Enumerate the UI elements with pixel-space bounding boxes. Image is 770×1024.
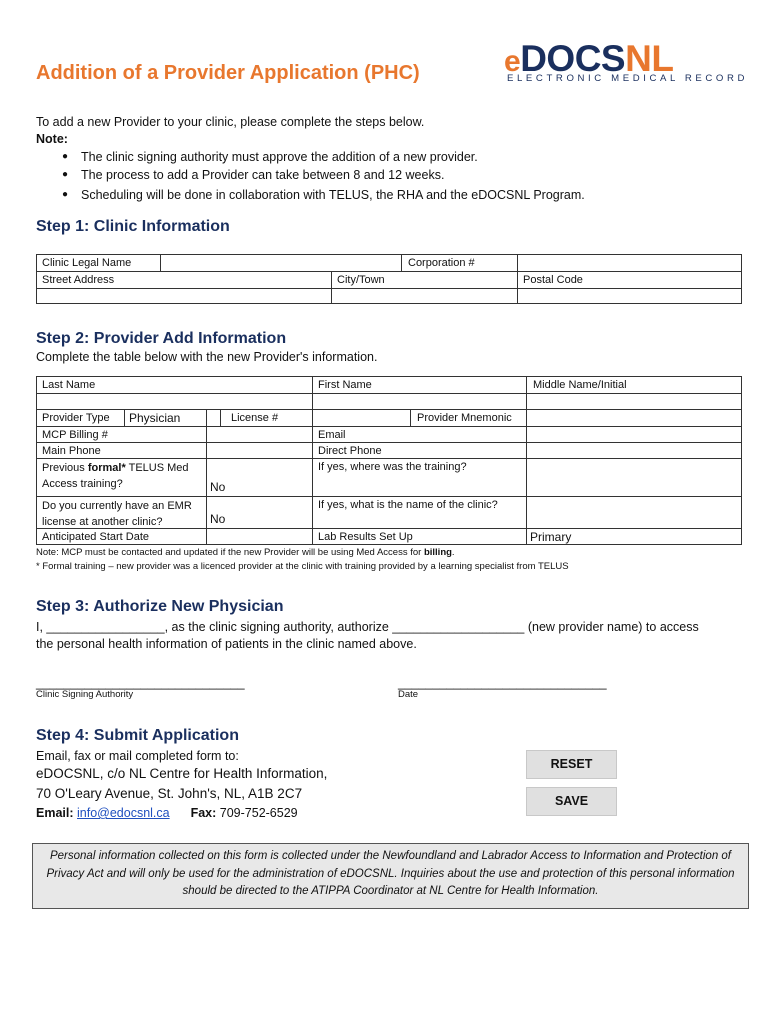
training-where-label: If yes, where was the training? <box>312 458 527 497</box>
middle-name-label: Middle Name/Initial <box>526 376 742 394</box>
note-label: Note: <box>36 132 68 146</box>
provider-mnemonic-input[interactable] <box>526 409 742 427</box>
lab-results-label: Lab Results Set Up <box>312 528 527 545</box>
contact-line <box>36 805 298 822</box>
logo-subtitle: ELECTRONIC MEDICAL RECORD <box>507 73 749 84</box>
provider-mnemonic-label: Provider Mnemonic <box>410 409 527 427</box>
date-line[interactable]: ______________________________ <box>398 676 607 690</box>
signature-label: Clinic Signing Authority <box>36 689 134 700</box>
page-title: Addition of a Provider Application (PHC) <box>36 62 420 84</box>
emr-license-label <box>36 496 207 529</box>
date-label: Date <box>398 689 419 700</box>
mcp-billing-label: MCP Billing # <box>36 426 207 443</box>
previous-training-label <box>36 458 207 497</box>
email-input[interactable] <box>526 426 742 443</box>
signature-line[interactable]: ______________________________ <box>36 676 245 690</box>
logo-e: e <box>504 45 521 78</box>
previous-training-select[interactable]: No <box>210 480 226 494</box>
emr-license-select[interactable]: No <box>210 512 226 526</box>
step3-heading: Step 3: Authorize New Physician <box>36 598 284 615</box>
save-button[interactable]: SAVE <box>526 787 617 816</box>
fax-label: Fax: <box>190 806 217 820</box>
middle-name-input[interactable] <box>526 393 742 410</box>
city-town-label: City/Town <box>331 271 518 289</box>
city-town-input[interactable] <box>331 288 518 304</box>
provider-type-label: Provider Type <box>36 409 207 427</box>
anticipated-start-input[interactable] <box>206 528 313 545</box>
edocsnl-logo <box>504 38 749 86</box>
bullet-icon: ● <box>62 169 69 180</box>
street-address-input[interactable] <box>36 288 332 304</box>
logo-nl: NL <box>625 38 674 79</box>
emr-license-text-1: Do you currently have an EMR <box>42 500 192 512</box>
clinic-name-question: If yes, what is the name of the clinic? <box>312 496 527 529</box>
direct-phone-input[interactable] <box>526 442 742 459</box>
first-name-label: First Name <box>312 376 527 394</box>
bullet-item: Scheduling will be done in collaboration with TELUS, the RHA and the eDOCSNL Program. <box>81 188 585 202</box>
mcp-note-end: . <box>451 547 455 558</box>
postal-code-label: Postal Code <box>517 271 742 289</box>
mcp-note-text: Note: MCP must be contacted and updated if the new Provider will be using Med Access for <box>36 547 422 558</box>
postal-code-input[interactable] <box>517 288 742 304</box>
privacy-notice: Personal information collected on this form is collected under the Newfoundland and Labrador Access to Information and Protection of Privacy Act and will only be used for the administration of eDOCSNL. Inquiries about the use and protection of this personal information should be directed to the ATIPPA Coordinator at NL Centre for Health Information. <box>32 843 749 909</box>
clinic-legal-name-input[interactable] <box>160 254 402 272</box>
clinic-legal-name-label: Clinic Legal Name <box>36 254 161 272</box>
last-name-label: Last Name <box>36 376 313 394</box>
mcp-note-bold: billing <box>423 547 452 558</box>
bullet-icon: ● <box>62 189 69 200</box>
address-line-1: eDOCSNL, c/o NL Centre for Health Information, <box>36 766 328 781</box>
logo-docs: DOCS <box>520 38 626 79</box>
clinic-name-input[interactable] <box>526 496 742 529</box>
bullet-item: The process to add a Provider can take between 8 and 12 weeks. <box>81 168 445 182</box>
address-line-2: 70 O'Leary Avenue, St. John's, NL, A1B 2C7 <box>36 786 303 801</box>
emr-license-text-2: license at another clinic? <box>42 516 163 528</box>
previous-training-formal: formal* <box>87 462 126 474</box>
street-address-label: Street Address <box>36 271 332 289</box>
formal-training-note: * Formal training – new provider was a licenced provider at the clinic with training provided by a learning specialist from TELUS <box>36 561 569 572</box>
reset-button[interactable]: RESET <box>526 750 617 779</box>
license-input[interactable] <box>312 409 411 427</box>
authorization-line-2: the personal health information of patients in the clinic named above. <box>36 637 417 651</box>
step1-heading: Step 1: Clinic Information <box>36 218 230 235</box>
main-phone-input[interactable] <box>206 442 313 459</box>
previous-training-text-2: TELUS Med <box>128 462 189 474</box>
previous-training-text-1: Previous <box>42 462 85 474</box>
step2-heading: Step 2: Provider Add Information <box>36 330 287 347</box>
bullet-item: The clinic signing authority must approve the addition of a new provider. <box>81 150 478 164</box>
fax-number: 709-752-6529 <box>219 806 298 820</box>
last-name-input[interactable] <box>36 393 313 410</box>
mcp-note <box>36 547 455 558</box>
corporation-input[interactable] <box>517 254 742 272</box>
step4-heading: Step 4: Submit Application <box>36 727 239 744</box>
submit-instructions: Email, fax or mail completed form to: <box>36 749 239 763</box>
corporation-label: Corporation # <box>401 254 518 272</box>
lab-results-select[interactable]: Primary <box>526 528 742 545</box>
direct-phone-label: Direct Phone <box>312 442 527 459</box>
training-where-input[interactable] <box>526 458 742 497</box>
bullet-icon: ● <box>62 151 69 162</box>
mcp-billing-input[interactable] <box>206 426 313 443</box>
email-link[interactable]: info@edocsnl.ca <box>77 806 170 820</box>
email-label: Email: <box>36 806 74 820</box>
license-label: License # <box>206 409 313 427</box>
step2-instructions: Complete the table below with the new Provider's information. <box>36 350 378 364</box>
provider-type-select[interactable]: Physician <box>124 410 221 426</box>
intro-text: To add a new Provider to your clinic, please complete the steps below. <box>36 115 425 129</box>
email-label: Email <box>312 426 527 443</box>
previous-training-text-3: Access training? <box>42 478 123 490</box>
main-phone-label: Main Phone <box>36 442 207 459</box>
first-name-input[interactable] <box>312 393 527 410</box>
anticipated-start-label: Anticipated Start Date <box>36 528 207 545</box>
authorization-line-1: I, _________________, as the clinic signing authority, authorize ___________________ (new provider name) to access <box>36 620 699 634</box>
